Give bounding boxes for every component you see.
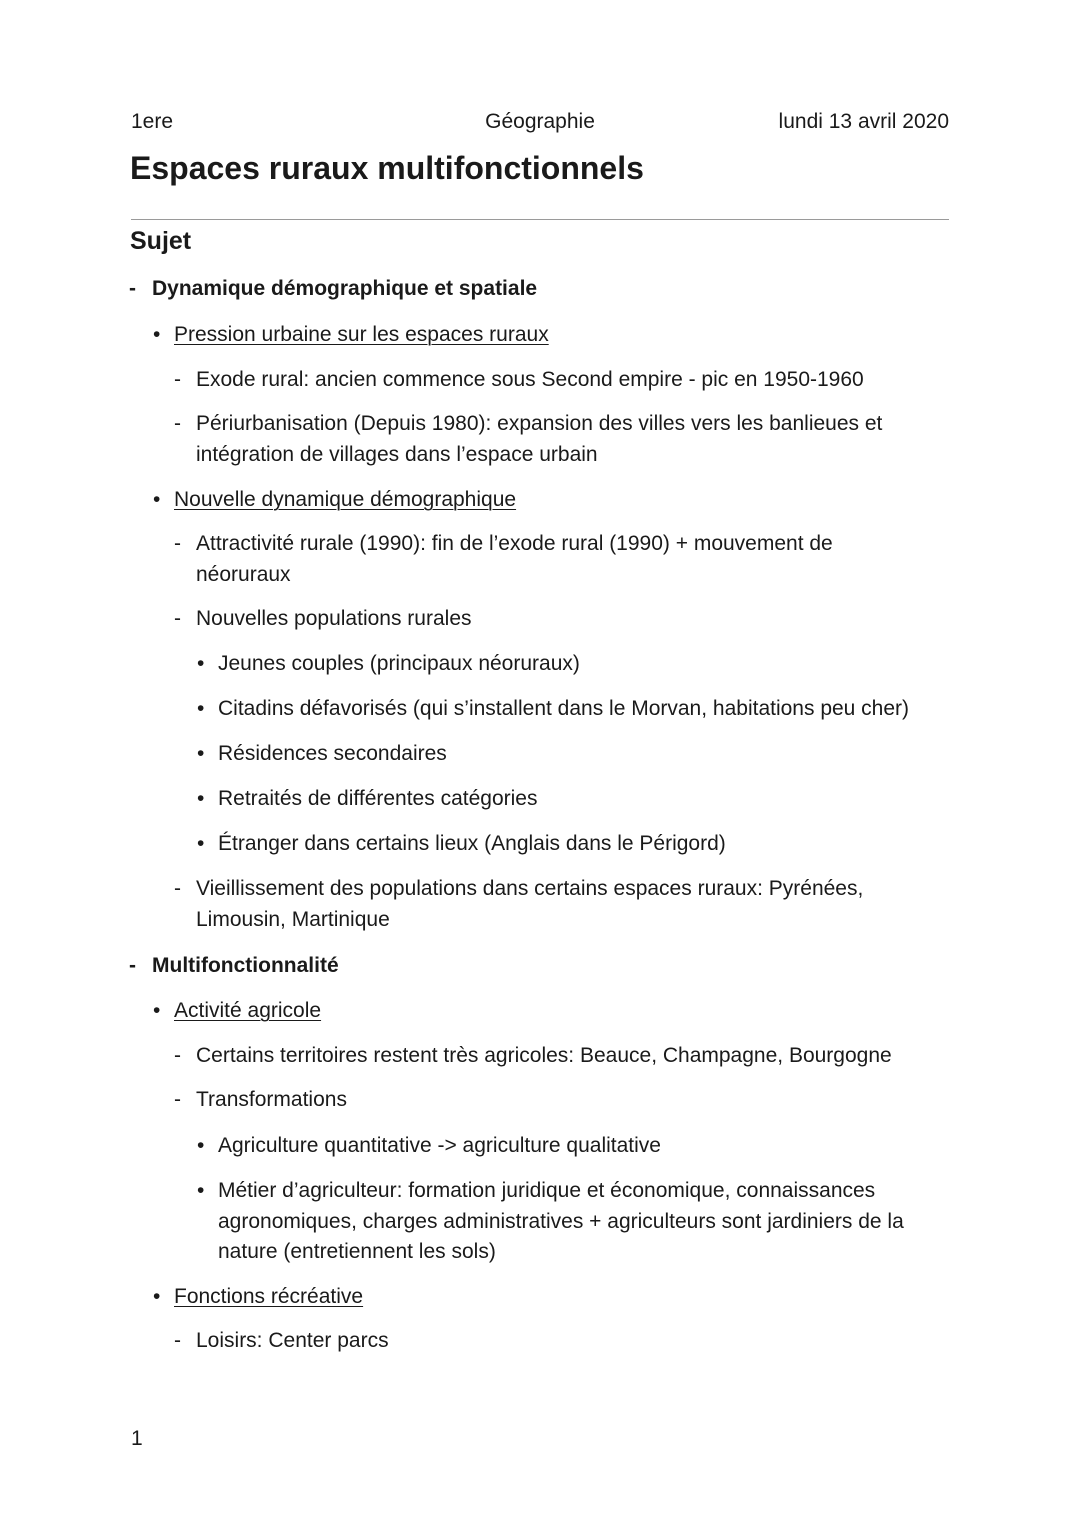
topic-heading: • Nouvelle dynamique démographique [174,485,516,516]
bullet-marker: • [197,652,205,675]
section-heading: - Multifonctionnalité [152,951,339,982]
section-heading: - Dynamique démographique et spatiale [152,274,537,305]
list-item: • Étranger dans certains lieux (Anglais dans le Périgord) [218,829,948,860]
dash-marker: - [174,1088,181,1111]
page-number: 1 [131,1427,143,1450]
dash-marker: - [129,954,136,977]
dash-marker: - [174,607,181,630]
list-item: - Exode rural: ancien commence sous Second empire - pic en 1950-1960 [196,365,936,396]
topic-heading: • Activité agricole [174,996,321,1027]
list-item: • Citadins défavorisés (qui s’installent dans le Morvan, habitations peu cher) [218,694,968,725]
bullet-marker: • [153,999,161,1022]
list-item: - Certains territoires restent très agricoles: Beauce, Champagne, Bourgogne [196,1041,948,1072]
bullet-marker: • [197,1134,205,1157]
header-subject: Géographie [485,110,595,133]
list-item: - Périurbanisation (Depuis 1980): expansion des villes vers les banlieues et intégration de villages dans l’espace urbain [196,409,921,470]
list-item: - Nouvelles populations rurales [196,604,936,635]
list-item: • Retraités de différentes catégories [218,784,948,815]
bullet-marker: • [197,1179,205,1202]
list-item: • Jeunes couples (principaux néoruraux) [218,649,948,680]
list-item: - Loisirs: Center parcs [196,1326,936,1357]
dash-marker: - [174,412,181,435]
page-title: Espaces ruraux multifonctionnels [130,150,644,186]
dash-marker: - [174,1329,181,1352]
dash-marker: - [174,1044,181,1067]
subject-heading: Sujet [130,227,192,255]
topic-heading: • Pression urbaine sur les espaces ruraux [174,320,549,351]
bullet-marker: • [153,323,161,346]
bullet-marker: • [197,697,205,720]
title-divider [131,219,949,220]
list-item: - Vieillissement des populations dans certains espaces ruraux: Pyrénées, Limousin, Martinique [196,874,906,935]
dash-marker: - [174,532,181,555]
header-class-level: 1ere [131,110,174,133]
bullet-marker: • [197,832,205,855]
topic-heading: • Fonctions récréative [174,1282,363,1313]
dash-marker: - [174,877,181,900]
dash-marker: - [174,368,181,391]
bullet-marker: • [153,1285,161,1308]
list-item: • Agriculture quantitative -> agriculture qualitative [218,1131,948,1162]
list-item: • Métier d’agriculteur: formation juridique et économique, connaissances agronomiques, charges administratives + agriculteurs sont jardiniers de la nature (entretiennent les sols) [218,1176,938,1268]
list-item: • Résidences secondaires [218,739,948,770]
dash-marker: - [129,277,136,300]
bullet-marker: • [197,742,205,765]
list-item: - Transformations [196,1085,936,1116]
list-item: - Attractivité rurale (1990): fin de l’exode rural (1990) + mouvement de néoruraux [196,529,876,590]
bullet-marker: • [197,787,205,810]
header-date: lundi 13 avril 2020 [778,110,949,133]
bullet-marker: • [153,488,161,511]
